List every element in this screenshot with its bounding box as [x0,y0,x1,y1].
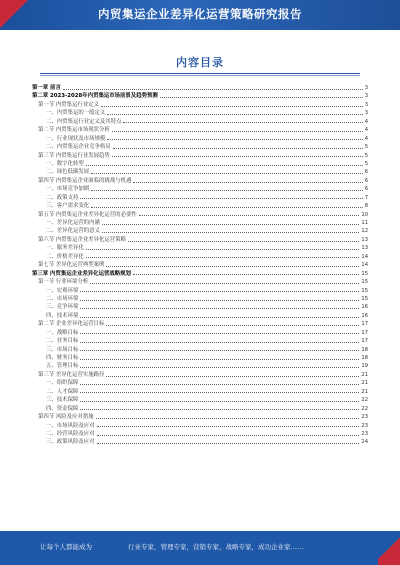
toc-entry-page: 11 [361,220,368,226]
toc-entry[interactable] [32,84,368,92]
toc-entry-text: 第一章 前言 [32,85,61,91]
toc-entry-page: 24 [361,439,368,446]
toc-leader-dots [123,122,362,123]
toc-entry-page: 4 [364,118,368,125]
toc-entry-page: 10 [361,211,368,218]
footer-band [0,531,400,565]
toc-entry[interactable] [32,346,368,354]
toc-entry[interactable] [32,388,368,396]
toc-leader-dots [80,392,359,393]
toc-entry[interactable] [32,168,368,176]
toc-leader-dots [80,198,362,199]
toc-entry-text: 第五节 内贸集运企业差异化运营的必要性 [32,211,138,219]
toc-entry[interactable] [32,92,368,100]
toc-entry-page: 16 [361,304,368,311]
toc-entry-page: 21 [361,380,368,387]
toc-entry[interactable] [32,303,368,311]
toc-entry[interactable] [32,278,368,286]
toc-leader-dots [106,266,359,267]
toc-entry-page: 22 [361,397,368,404]
toc-leader-dots [97,443,360,444]
toc-entry-text: 二、政策支持 [32,194,79,202]
toc-entry-text: 一、市场风险及应对 [32,422,96,430]
toc-entry-text: 三、技术保障 [32,396,79,404]
toc-leader-dots [102,232,359,233]
toc-entry-text: 第二节 企业差异化运营目标 [32,320,105,328]
toc-entry-page: 3 [364,85,368,91]
toc-entry-page: 17 [361,329,368,336]
toc-entry-text: 二、差异化运营的意义 [32,227,101,235]
toc-entry-text: 二、内贸集运行业定义及其特点 [32,118,122,126]
toc-entry-page: 6 [364,169,368,176]
toc-entry-text: 一、市场竞争加剧 [32,185,90,193]
toc-leader-dots [133,274,359,275]
toc-entry-page: 6 [364,177,368,184]
toc-entry[interactable] [32,152,368,160]
toc-entry[interactable] [32,320,368,328]
toc-leader-dots [112,131,363,132]
report-title: 内贸集运企业差异化运营策略研究报告 [98,7,302,21]
toc-entry[interactable] [32,261,368,269]
toc-entry-text: 二、市场环境 [32,295,79,303]
toc-entry-text: 一、组织保障 [32,379,79,387]
toc-entry[interactable] [32,236,368,244]
toc-entry[interactable] [32,126,368,134]
toc-leader-dots [91,190,363,191]
toc-entry-page: 14 [361,253,368,260]
toc-entry[interactable] [32,177,368,185]
toc-entry-text: 二、业务目标 [32,337,79,345]
toc-entry-page: 17 [361,338,368,345]
toc-entry[interactable] [32,118,368,126]
toc-leader-dots [80,409,359,410]
toc-entry-text: 二、价格差异化 [32,253,85,261]
toc-leader-dots [80,401,359,402]
toc-entry[interactable] [32,354,368,362]
toc-entry-text: 第三章 内贸集运企业差异化运营战略规划 [32,270,131,277]
toc-entry-text: 第二节 内贸集运市场现状分析 [32,126,111,134]
toc-entry[interactable] [32,202,368,210]
toc-entry-page: 13 [361,245,368,252]
toc-leader-dots [112,156,363,157]
toc-leader-dots [107,139,362,140]
toc-leader-dots [102,224,359,225]
toc-entry-page: 15 [361,279,368,286]
toc-entry-page: 7 [364,194,368,201]
toc-leader-dots [106,325,359,326]
toc-entry-page: 23 [361,414,368,421]
toc-entry-text: 二、绿色低碳发展 [32,168,90,176]
toc-entry-page: 21 [361,371,368,378]
toc-entry-page: 4 [364,127,368,134]
toc-leader-dots [113,148,363,149]
toc-entry-page: 23 [361,422,368,429]
toc-leader-dots [80,317,359,318]
toc-entry[interactable] [32,413,368,421]
toc-entry[interactable] [32,405,368,413]
toc-entry[interactable] [32,143,368,151]
toc-entry-text: 二、人才保障 [32,388,79,396]
toc-entry-page: 22 [361,405,368,412]
toc-entry-page: 16 [361,312,368,319]
toc-leader-dots [91,207,363,208]
toc-entry-text: 第一节 内贸集运行业定义 [32,101,100,109]
toc-entry-page: 5 [364,144,368,151]
toc-entry[interactable] [32,227,368,235]
toc-title: 内容目录 [176,56,224,69]
toc-leader-dots [80,367,359,368]
toc-leader-dots [80,300,359,301]
toc-entry[interactable] [32,329,368,337]
toc-entry-text: 第六节 内贸集运企业差异化运营策略 [32,236,127,244]
toc-entry[interactable] [32,194,368,202]
toc-entry[interactable] [32,219,368,227]
toc-entry-text: 三、客户需求变化 [32,202,90,210]
toc-entry[interactable] [32,185,368,193]
toc-leader-dots [80,350,359,351]
toc-entry-page: 23 [361,430,368,437]
header-band [0,0,400,30]
toc-leader-dots [80,384,359,385]
toc-entry-text: 一、行业现状及市场规模 [32,135,106,143]
toc-entry-text: 一、数字化转型 [32,160,85,168]
toc-entry-page: 3 [364,101,368,108]
toc-entry[interactable] [32,135,368,143]
toc-leader-dots [63,89,363,90]
toc-entry-page: 3 [364,93,368,100]
toc-entry-page: 5 [364,152,368,159]
toc-entry-text: 三、政策风险及应对 [32,438,96,446]
toc-leader-dots [107,114,362,115]
toc-leader-dots [96,418,360,419]
toc-entry[interactable] [32,371,368,379]
footer-slogan: 让每个人都能成为 [40,543,92,551]
toc-entry-page: 15 [361,295,368,302]
toc-entry-page: 13 [361,236,368,243]
toc-entry-page: 12 [361,228,368,235]
toc-entry[interactable] [32,295,368,303]
toc-entry-text: 四、资金保障 [32,405,79,413]
toc-entry[interactable] [32,211,368,219]
toc-leader-dots [80,291,359,292]
toc-leader-dots [133,182,362,183]
toc-leader-dots [160,97,363,98]
toc-leader-dots [97,435,360,436]
toc-leader-dots [139,215,360,216]
toc-entry-text: 一、差异化运营的内涵 [32,219,101,227]
toc-entry-page: 14 [361,262,368,269]
toc-entry[interactable] [32,438,368,446]
toc-title-rule [40,73,360,74]
toc-entry-page: 15 [361,287,368,294]
toc-entry-page: 3 [364,110,368,117]
toc-entry-text: 第四节 风险及应对措施 [32,413,95,421]
toc-entry[interactable] [32,109,368,117]
toc-entry-page: 19 [361,363,368,370]
toc-entry-text: 五、管理目标 [32,362,79,370]
toc-entry[interactable] [32,270,368,278]
toc-entry-page: 8 [364,203,368,210]
toc-entry-text: 四、财务目标 [32,354,79,362]
toc-entry[interactable] [32,362,368,370]
toc-entry-page: 4 [364,135,368,142]
toc-entry[interactable] [32,244,368,252]
toc-entry[interactable] [32,396,368,404]
toc-entry-text: 三、竞争环境 [32,303,79,311]
toc-leader-dots [106,376,359,377]
toc-entry-text: 第七节 差异化运营典型案例 [32,261,105,269]
toc-entry-page: 17 [361,321,368,328]
toc-entry-page: 18 [361,346,368,353]
toc-leader-dots [91,173,363,174]
footer-red-accent [378,531,400,565]
toc-entry-text: 三、市场目标 [32,346,79,354]
toc-leader-dots [80,342,359,343]
toc-leader-dots [86,165,363,166]
toc-entry-text: 第三节 差异化运营实施路径 [32,371,105,379]
toc-entry[interactable] [32,253,368,261]
toc-leader-dots [86,249,360,250]
toc-entry-page: 6 [364,186,368,193]
toc-entry[interactable] [32,312,368,320]
toc-entry[interactable] [32,160,368,168]
toc-title-rule-thin [40,75,360,76]
toc-entry[interactable] [32,379,368,387]
toc-entry-text: 第一节 行业环境分析 [32,278,89,286]
toc-entry-page: 15 [361,270,368,277]
toc-entry-page: 21 [361,388,368,395]
footer-tags: 行业专家，管理专家，营销专家，战略专家，成功企业家…… [128,543,304,551]
toc-entry-text: 一、内贸集运的一般定义 [32,109,106,117]
toc-entry[interactable] [32,422,368,430]
toc-entry-page: 5 [364,160,368,167]
toc-leader-dots [97,426,360,427]
toc-entry-page: 18 [361,355,368,361]
toc-entry-text: 四、技术环境 [32,312,79,320]
toc-leader-dots [80,359,359,360]
toc-leader-dots [101,106,363,107]
toc-entry-text: 二、内贸集运企业竞争格局 [32,143,112,151]
toc-entry-text: 第二章 2023-2028年内贸集运市场前景及趋势预测 [32,93,158,100]
toc-entry-text: 二、经营风险及应对 [32,430,96,438]
toc-leader-dots [128,241,359,242]
table-of-contents [32,84,368,447]
toc-entry[interactable] [32,101,368,109]
toc-entry[interactable] [32,337,368,345]
toc-leader-dots [90,283,359,284]
toc-entry[interactable] [32,430,368,438]
toc-entry-text: 第三节 内贸集运行业发展趋势 [32,152,111,160]
toc-leader-dots [80,308,359,309]
toc-entry-text: 一、宏观环境 [32,287,79,295]
toc-entry-text: 一、服务差异化 [32,244,85,252]
toc-entry-text: 第四节 内贸集运企业面临的挑战与机遇 [32,177,132,185]
toc-leader-dots [86,257,360,258]
toc-entry-text: 一、战略目标 [32,329,79,337]
toc-leader-dots [80,333,359,334]
toc-entry[interactable] [32,287,368,295]
